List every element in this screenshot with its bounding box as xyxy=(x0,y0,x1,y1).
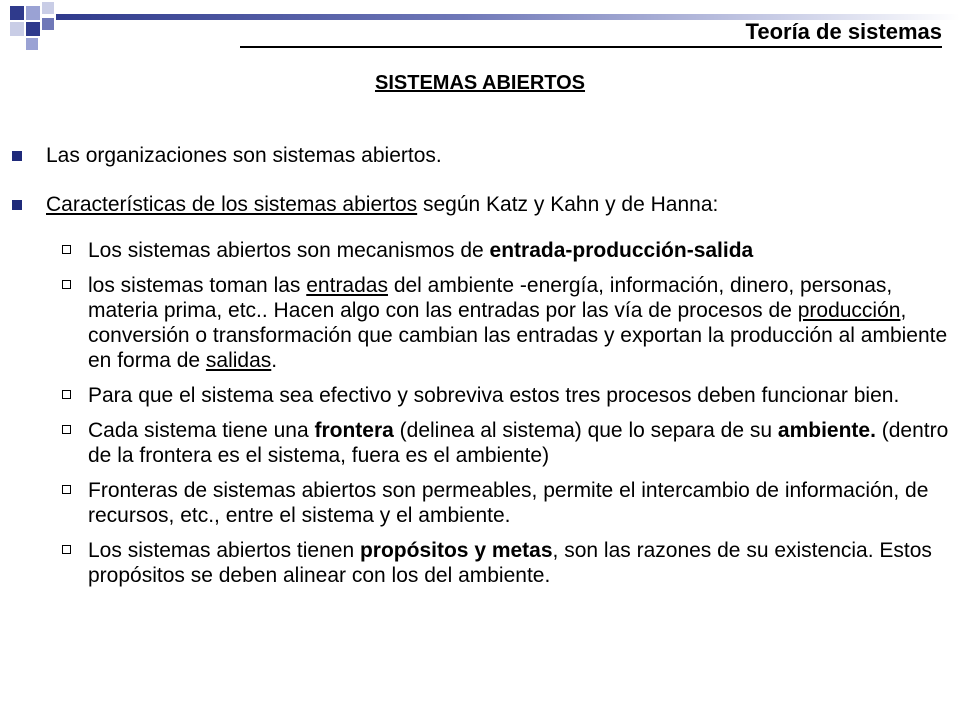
subbullet-efectivo: Para que el sistema sea efectivo y sobreviva estos tres procesos deben funcionar bien. xyxy=(88,383,950,408)
subbullet-mecanismos: Los sistemas abiertos son mecanismos de entrada-producción-salida xyxy=(88,238,950,263)
header-title: Teoría de sistemas xyxy=(745,19,942,44)
hollow-square-bullet-icon xyxy=(62,425,71,434)
header-rule xyxy=(240,46,942,48)
subbullet-entradas: los sistemas toman las entradas del ambiente -energía, información, dinero, personas, materia prima, etc.. Hacen algo con las entradas por las vía de procesos de producción, conversión o transformación que cambian las entradas y exportan la producción al ambiente en forma de salidas. xyxy=(88,273,950,373)
hollow-square-bullet-icon xyxy=(62,485,71,494)
subbullet-permeables: Fronteras de sistemas abiertos son permeables, permite el intercambio de información, de recursos, etc., entre el sistema y el ambiente. xyxy=(88,478,950,528)
subbullet-propositos: Los sistemas abiertos tienen propósitos y metas, son las razones de su existencia. Estos propósitos se deben alinear con los del ambiente. xyxy=(88,538,950,588)
slide-title: SISTEMAS ABIERTOS xyxy=(374,72,586,94)
bullet-caracteristicas: Características de los sistemas abiertos según Katz y Kahn y de Hanna: xyxy=(46,192,946,218)
hollow-square-bullet-icon xyxy=(62,545,71,554)
subbullet-list xyxy=(88,238,950,598)
corner-decoration xyxy=(0,0,120,60)
subbullet-frontera: Cada sistema tiene una frontera (delinea al sistema) que lo separa de su ambiente. (dentro de la frontera es el sistema, fuera es el ambiente) xyxy=(88,418,950,468)
hollow-square-bullet-icon xyxy=(62,280,71,289)
hollow-square-bullet-icon xyxy=(62,245,71,254)
bullet-organizaciones: Las organizaciones son sistemas abiertos. xyxy=(46,143,946,169)
square-bullet-icon xyxy=(12,151,22,161)
square-bullet-icon xyxy=(12,200,22,210)
hollow-square-bullet-icon xyxy=(62,390,71,399)
